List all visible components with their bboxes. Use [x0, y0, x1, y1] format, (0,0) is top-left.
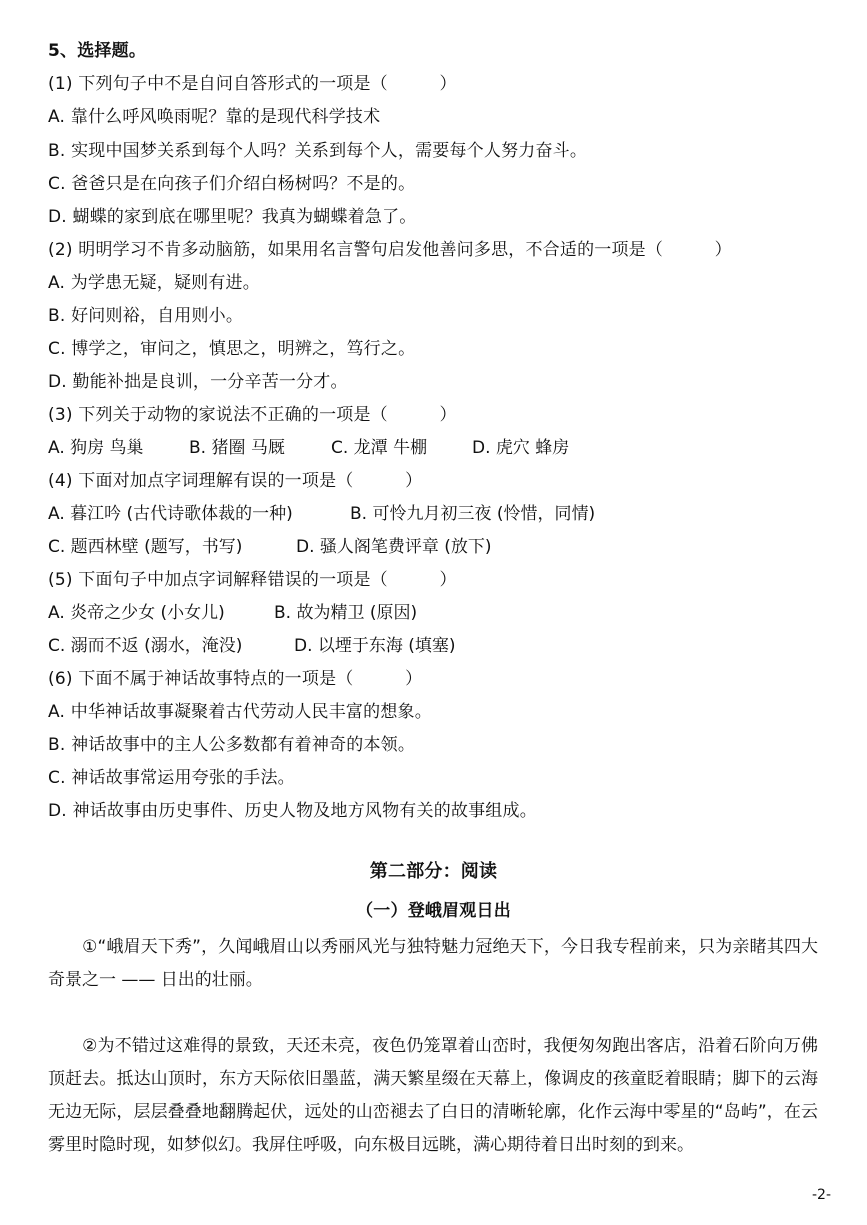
question-4-options-row-1 [48, 503, 828, 525]
passage-paragraph-2 [48, 1030, 818, 1162]
page-number: -2- [811, 1187, 831, 1203]
question-5-option-b: B. 故为精卫 (原因) [274, 603, 418, 623]
passage-paragraph-1 [48, 931, 818, 997]
question-6-option-c: C. 神话故事常运用夸张的手法。 [48, 768, 295, 788]
passage-paragraph-1-text: ①“峨眉天下秀”，久闻峨眉山以秀丽风光与独特魅力冠绝天下，今日我专程前来，只为亲睹其四大奇景之一 —— 日出的壮丽。 [48, 937, 818, 990]
question-4-option-d: D. 骚人阁笔费评章 (放下) [296, 537, 492, 557]
question-1-option-d: D. 蝴蝶的家到底在哪里呢？我真为蝴蝶着急了。 [48, 207, 417, 227]
part-2-title: 第二部分：阅读 [369, 861, 498, 882]
passage-paragraph-2-text: ②为不错过这难得的景致，天还未亮，夜色仍笼罩着山峦时，我便匆匆跑出客店，沿着石阶向万佛顶赶去。抵达山顶时，东方天际依旧墨蓝，满天繁星缀在天幕上，像调皮的孩童眨着眼睛；脚下的云海无边无际，层层叠叠地翻腾起伏，远处的山峦褪去了白日的清晰轮廓，化作云海中零星的“岛屿”，在云雾里时隐时现，如梦似幻。我屏住呼吸，向东极目远眺，满心期待着日出时刻的到来。 [48, 1036, 818, 1155]
question-3-options [48, 437, 828, 459]
question-4-option-b: B. 可怜九月初三夜 (怜惜，同情) [350, 504, 596, 524]
question-2-option-a: A. 为学患无疑，疑则有进。 [48, 273, 260, 293]
question-5-stem: (5) 下面句子中加点字词解释错误的一项是（ ） [48, 570, 457, 590]
question-6-stem: (6) 下面不属于神话故事特点的一项是（ ） [48, 669, 423, 689]
question-6-option-a: A. 中华神话故事凝聚着古代劳动人民丰富的想象。 [48, 702, 432, 722]
question-1-option-a: A. 靠什么呼风唤雨呢？靠的是现代科学技术 [48, 107, 381, 127]
passage-title: （一）登峨眉观日出 [356, 901, 511, 921]
question-2-option-b: B. 好问则裕，自用则小。 [48, 306, 244, 326]
question-4-option-c: C. 题西林壁 (题写，书写) [48, 537, 243, 557]
question-2-option-d: D. 勤能补拙是良训，一分辛苦一分才。 [48, 372, 348, 392]
question-3-option-a: A. 狗房 鸟巢 [48, 438, 144, 458]
question-5-option-a: A. 炎帝之少女 (小女儿) [48, 603, 225, 623]
question-3-stem: (3) 下列关于动物的家说法不正确的一项是（ ） [48, 405, 457, 425]
question-2-option-c: C. 博学之，审问之，慎思之，明辨之，笃行之。 [48, 339, 416, 359]
question-1-option-b: B. 实现中国梦关系到每个人吗？关系到每个人，需要每个人努力奋斗。 [48, 141, 588, 161]
question-3-option-c: C. 龙潭 牛棚 [331, 438, 428, 458]
question-4-option-a: A. 暮江吟 (古代诗歌体裁的一种) [48, 504, 293, 524]
question-5-option-c: C. 溺而不返 (溺水，淹没) [48, 636, 243, 656]
question-3-option-b: B. 猪圈 马厩 [189, 438, 285, 458]
question-1-stem: (1) 下列句子中不是自问自答形式的一项是（ ） [48, 74, 457, 94]
question-2-stem: (2) 明明学习不肯多动脑筋，如果用名言警句启发他善问多思，不合适的一项是（ ） [48, 240, 732, 260]
question-4-options-row-2 [48, 536, 828, 558]
section-title: 5、选择题。 [48, 41, 147, 61]
question-3-option-d: D. 虎穴 蜂房 [472, 438, 570, 458]
question-6-option-d: D. 神话故事由历史事件、历史人物及地方风物有关的故事组成。 [48, 801, 537, 821]
question-6-option-b: B. 神话故事中的主人公多数都有着神奇的本领。 [48, 735, 416, 755]
question-5-options-row-2 [48, 635, 828, 657]
question-5-option-d: D. 以堙于东海 (填塞) [294, 636, 456, 656]
question-1-option-c: C. 爸爸只是在向孩子们介绍白杨树吗？不是的。 [48, 174, 416, 194]
question-4-stem: (4) 下面对加点字词理解有误的一项是（ ） [48, 471, 423, 491]
question-5-options-row-1 [48, 602, 828, 624]
